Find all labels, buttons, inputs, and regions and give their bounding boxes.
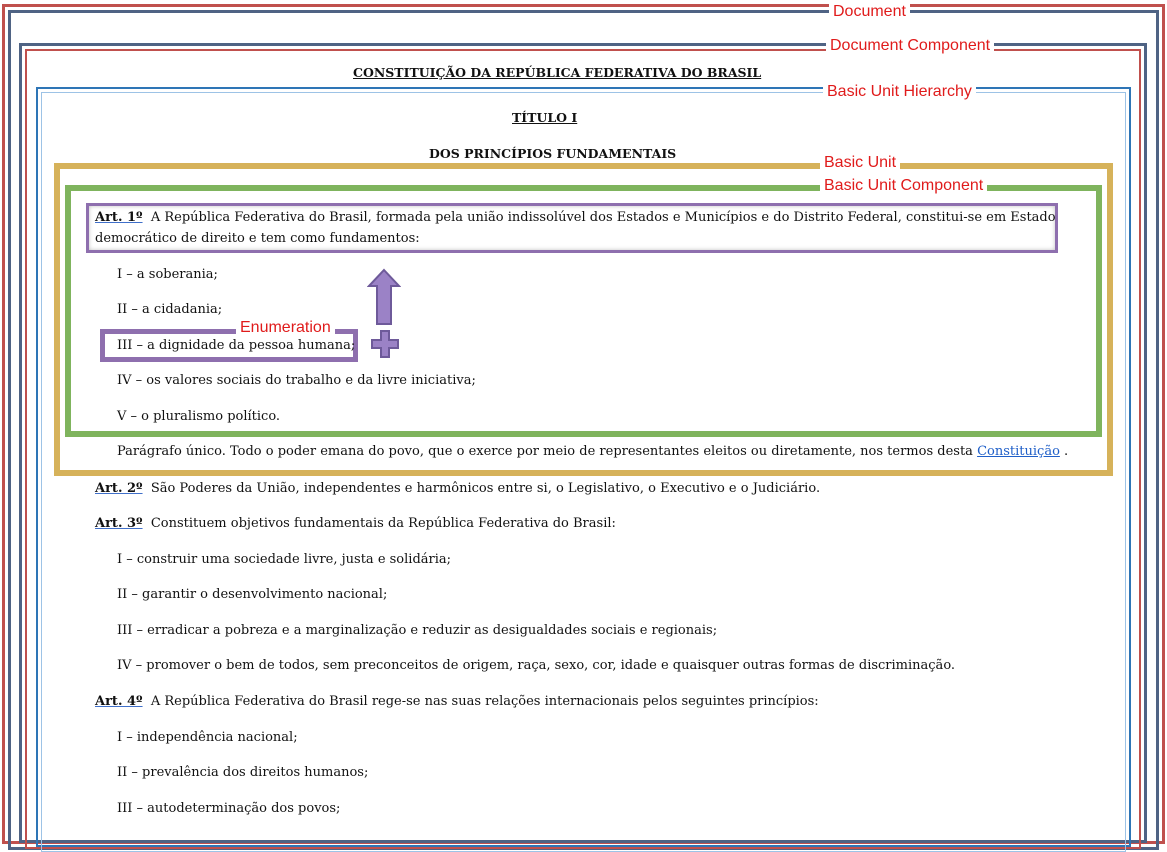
art1-item-3: III – a dignidade da pessoa humana; [117, 338, 356, 353]
art4-text: A República Federativa do Brasil rege-se nas suas relações internacionais pelos seguintes princípios: [150, 694, 819, 709]
up-arrow-icon [367, 268, 401, 326]
plus-icon [370, 330, 400, 358]
art1-paragraph-text: Parágrafo único. Todo o poder emana do povo, que o exerce por meio de representantes eleitos ou diretamente, nos termos desta [117, 444, 973, 459]
principios-heading: DOS PRINCÍPIOS FUNDAMENTAIS [429, 146, 677, 161]
label-basic-unit-component: Basic Unit Component [820, 176, 987, 196]
art3-label[interactable]: Art. 3º [95, 516, 143, 531]
art4-item-1: I – independência nacional; [117, 730, 298, 745]
art3-item-4: IV – promover o bem de todos, sem preconceitos de origem, raça, sexo, cor, idade e quaisquer outras formas de discriminação. [117, 658, 956, 673]
art3-item-2: II – garantir o desenvolvimento nacional; [117, 587, 388, 602]
art4-item-2: II – prevalência dos direitos humanos; [117, 765, 369, 780]
label-document: Document [829, 2, 910, 22]
label-document-component: Document Component [826, 36, 994, 56]
art4-item-3: III – autodeterminação dos povos; [117, 801, 341, 816]
art2-text: São Poderes da União, independentes e harmônicos entre si, o Legislativo, o Executivo e o Judiciário. [150, 481, 821, 496]
art1-line2: democrático de direito e tem como fundamentos: [95, 231, 420, 246]
art1-paragraph [117, 443, 1068, 461]
art1-item-1: I – a soberania; [117, 267, 218, 282]
art3-item-1: I – construir uma sociedade livre, justa e solidária; [117, 552, 452, 567]
art1-item-4: IV – os valores sociais do trabalho e da livre iniciativa; [117, 373, 476, 388]
art1-item-5: V – o pluralismo político. [117, 409, 281, 424]
label-basic-unit-hierarchy: Basic Unit Hierarchy [823, 82, 976, 102]
art2-line [95, 480, 820, 498]
label-basic-unit: Basic Unit [820, 153, 900, 173]
art4-label[interactable]: Art. 4º [95, 694, 143, 709]
art3-line [95, 515, 616, 533]
art1-label[interactable]: Art. 1º [95, 210, 143, 225]
constituicao-link[interactable]: Constituição [977, 444, 1060, 459]
titulo-heading: TÍTULO I [512, 110, 578, 125]
art3-item-3: III – erradicar a pobreza e a marginalização e reduzir as desigualdades sociais e regionais; [117, 623, 718, 638]
art1-paragraph-end: . [1064, 444, 1069, 459]
art1-item-2: II – a cidadania; [117, 302, 223, 317]
art2-label[interactable]: Art. 2º [95, 481, 143, 496]
label-enumeration: Enumeration [236, 318, 335, 338]
art1-text-line1: A República Federativa do Brasil, formada pela união indissolúvel dos Estados e Municípios e do Distrito Federal, constitui-se em Estado [150, 210, 1056, 225]
art3-text: Constituem objetivos fundamentais da República Federativa do Brasil: [150, 516, 616, 531]
art1-line1 [95, 209, 1056, 227]
constitution-title: CONSTITUIÇÃO DA REPÚBLICA FEDERATIVA DO BRASIL [353, 65, 762, 80]
art4-line [95, 693, 819, 711]
